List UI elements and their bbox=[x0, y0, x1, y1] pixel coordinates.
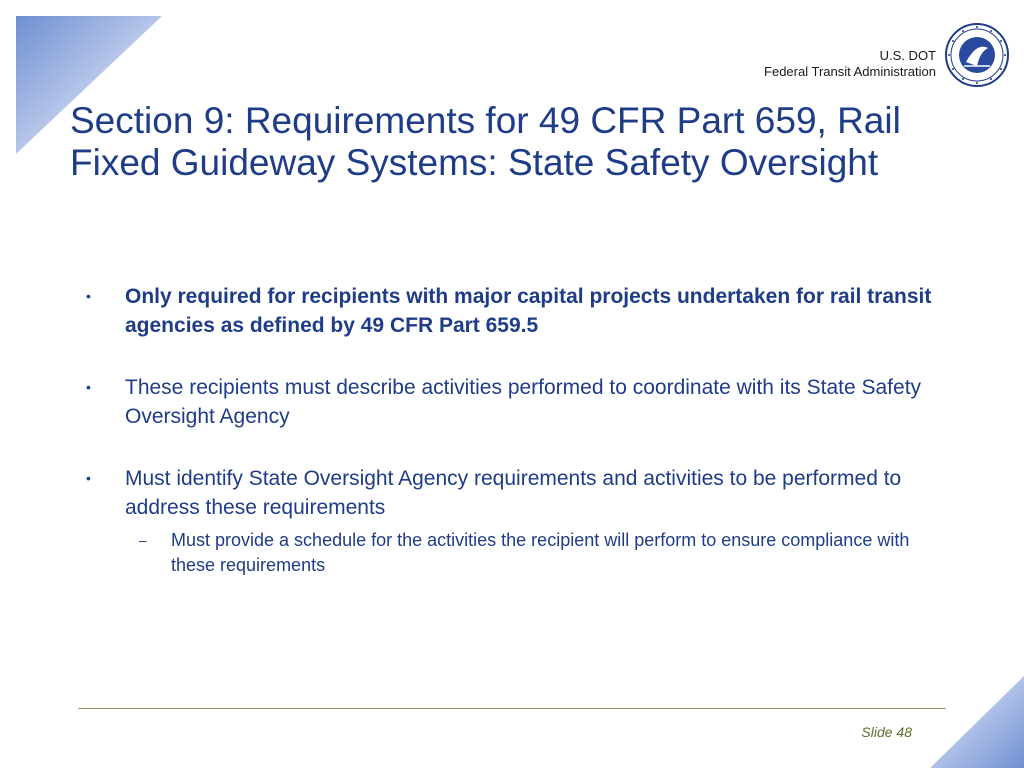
sub-bullet-marker: – bbox=[139, 532, 147, 548]
footer-divider bbox=[78, 708, 946, 709]
corner-decoration-bottom-right bbox=[930, 676, 1024, 768]
bullet-marker: • bbox=[86, 470, 91, 486]
dot-seal-icon bbox=[944, 22, 1010, 88]
header-organization bbox=[764, 48, 936, 80]
bullet-marker: • bbox=[86, 288, 91, 304]
sub-bullet-item bbox=[125, 528, 942, 578]
bullet-text: Only required for recipients with major capital projects undertaken for rail transit agencies as defined by 49 CFR Part 659.5 bbox=[125, 285, 932, 337]
org-name-line2: Federal Transit Administration bbox=[764, 64, 936, 79]
bullet-item bbox=[82, 464, 942, 578]
org-name-line1: U.S. DOT bbox=[879, 48, 936, 63]
slide-number: Slide 48 bbox=[861, 724, 912, 740]
bullet-list bbox=[82, 282, 942, 611]
bullet-item bbox=[82, 373, 942, 431]
bullet-marker: • bbox=[86, 379, 91, 395]
bullet-text: These recipients must describe activities performed to coordinate with its State Safety Oversight Agency bbox=[125, 376, 922, 428]
bullet-item bbox=[82, 282, 942, 340]
slide-title: Section 9: Requirements for 49 CFR Part 659, Rail Fixed Guideway Systems: State Safety Oversight bbox=[70, 100, 901, 183]
sub-bullet-text: Must provide a schedule for the activities the recipient will perform to ensure compliance with these requirements bbox=[171, 530, 910, 575]
bullet-text: Must identify State Oversight Agency requirements and activities to be performed to address these requirements bbox=[125, 467, 902, 519]
